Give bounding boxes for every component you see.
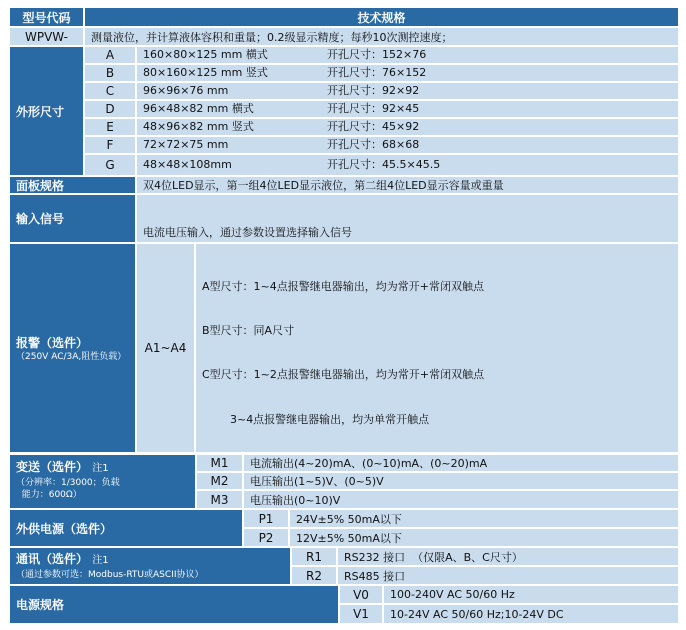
dimension-cutout: 开孔尺寸：76×152 — [327, 66, 427, 79]
transmit-desc: 电压输出(0~10)V — [244, 491, 678, 508]
alarm-line: B型尺寸：同A尺寸 — [202, 323, 295, 337]
transmit-label — [10, 455, 195, 508]
dimension-code: E — [85, 119, 135, 135]
dimension-size: 48×96×82 mm 竖式 — [143, 120, 254, 133]
dimension-size: 72×72×75 mm — [143, 138, 229, 151]
panel-label: 面板规格 — [10, 177, 135, 193]
dimension-code: A — [85, 47, 135, 63]
dimension-size: 80×160×125 mm 竖式 — [143, 66, 268, 79]
panel-description: 双4位LED显示，第一组4位LED显示液位，第二组4位LED显示容量或重量 — [137, 177, 678, 193]
alarm-line: A型尺寸：1~4点报警继电器输出，均为常开+常闭双触点 — [202, 279, 484, 293]
dimension-spec — [137, 137, 678, 153]
ext-power-code: P1 — [244, 510, 288, 527]
comm-code: R1 — [292, 548, 336, 565]
transmit-title: 变送（选件） — [16, 460, 89, 474]
dimension-cutout: 开孔尺寸：92×45 — [327, 102, 420, 115]
transmit-desc: 电压输出(1~5)V、(0~5)V — [244, 473, 678, 489]
alarm-description — [196, 244, 678, 452]
dimension-cutout: 开孔尺寸：152×76 — [327, 48, 427, 61]
power-code: V0 — [340, 586, 382, 603]
input-label: 输入信号 — [10, 195, 135, 242]
comm-note: 注1 — [92, 555, 109, 566]
dimension-size: 96×48×82 mm 横式 — [143, 102, 254, 115]
power-code: V1 — [340, 605, 382, 623]
header-model-code: 型号代码 — [10, 8, 83, 26]
dimension-cutout: 开孔尺寸：45×92 — [327, 120, 420, 133]
dimension-cutout: 开孔尺寸：92×92 — [327, 84, 420, 97]
dimension-code: C — [85, 83, 135, 99]
comm-desc: RS232 接口 （仅限A、B、C尺寸） — [338, 548, 678, 565]
dimension-code: D — [85, 101, 135, 117]
transmit-resolution: （分辨率：1/3000；负载 — [16, 478, 120, 488]
alarm-line: 3~4点报警继电器输出，均为单常开触点 — [202, 412, 430, 426]
model-description: 测量液位，并计算液体容积和重量；0.2级显示精度；每秒10次测控速度； — [85, 28, 678, 45]
transmit-note: 注1 — [92, 463, 109, 474]
power-label: 电源规格 — [10, 586, 338, 623]
alarm-label — [10, 244, 135, 452]
alarm-code: A1~A4 — [137, 244, 194, 452]
dimension-spec — [137, 47, 678, 63]
comm-code: R2 — [292, 567, 336, 584]
dimension-size: 96×96×76 mm — [143, 84, 229, 97]
dimensions-label: 外形尺寸 — [10, 47, 83, 175]
comm-title: 通讯（选件） — [16, 552, 89, 566]
dimension-spec — [137, 65, 678, 81]
header-tech-spec: 技术规格 — [85, 8, 678, 26]
input-line: 电流电压输入，通过参数设置选择输入信号 — [143, 226, 352, 239]
transmit-desc: 电流输出(4~20)mA、(0~10)mA、(0~20)mA — [244, 455, 678, 471]
ext-power-desc: 24V±5% 50mA以下 — [290, 510, 678, 527]
transmit-code: M3 — [197, 491, 242, 508]
ext-power-label: 外供电源（选件） — [10, 510, 242, 546]
dimension-spec — [137, 119, 678, 135]
ext-power-desc: 12V±5% 50mA以下 — [290, 529, 678, 546]
dimension-code: B — [85, 65, 135, 81]
model-code: WPVW- — [10, 28, 83, 45]
dimension-cutout: 开孔尺寸：68×68 — [327, 138, 420, 151]
power-desc: 10-24V AC 50/60 Hz;10-24V DC — [384, 605, 678, 623]
input-description — [137, 195, 678, 242]
transmit-code: M2 — [197, 473, 242, 489]
ext-power-code: P2 — [244, 529, 288, 546]
alarm-line: C型尺寸：1~2点报警继电器输出，均为常开+常闭双触点 — [202, 368, 485, 382]
dimension-cutout: 开孔尺寸：45.5×45.5 — [327, 158, 441, 171]
alarm-title: 报警（选件） — [16, 335, 89, 350]
alarm-load-note: （250V AC/3A,阻性负载） — [16, 351, 127, 362]
dimension-code: G — [85, 155, 135, 175]
dimension-spec — [137, 101, 678, 117]
dimension-spec — [137, 155, 678, 175]
power-desc: 100-240V AC 50/60 Hz — [384, 586, 678, 603]
comm-label — [10, 548, 290, 584]
dimension-spec — [137, 83, 678, 99]
dimension-size: 48×48×108mm — [143, 158, 232, 171]
dimension-code: F — [85, 137, 135, 153]
transmit-capacity: 能力：600Ω） — [16, 490, 82, 500]
comm-desc: RS485 接口 — [338, 567, 678, 584]
dimension-size: 160×80×125 mm 横式 — [143, 48, 268, 61]
comm-protocol-note: （通过参数可选：Modbus-RTU或ASCII协议） — [16, 570, 204, 580]
transmit-code: M1 — [197, 455, 242, 471]
